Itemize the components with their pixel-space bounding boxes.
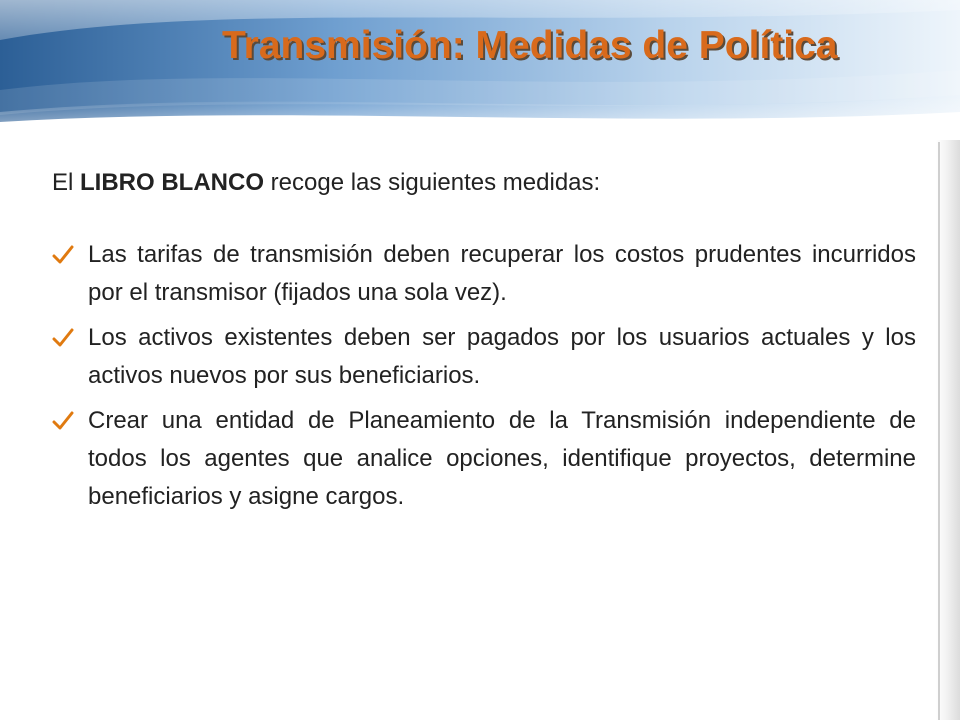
- measure-text: Crear una entidad de Planeamiento de la Transmisión independiente de todos los agentes que analice opciones, identifique proyectos, determine beneficiarios y asigne cargos.: [88, 407, 916, 510]
- list-item: [52, 236, 916, 312]
- slide-content: [52, 164, 916, 523]
- check-icon: [52, 319, 88, 357]
- check-icon: [52, 236, 88, 274]
- measures-list: [52, 236, 916, 516]
- list-item: [52, 319, 916, 395]
- right-edge-line: [938, 142, 940, 720]
- measure-text: Los activos existentes deben ser pagados por los usuarios actuales y los activos nuevos por sus beneficiarios.: [88, 324, 916, 389]
- intro-text: [52, 164, 916, 202]
- list-item: [52, 402, 916, 516]
- intro-suffix: recoge las siguientes medidas:: [264, 169, 601, 196]
- check-icon: [52, 402, 88, 440]
- intro-highlight: LIBRO BLANCO: [80, 169, 264, 196]
- measure-text: Las tarifas de transmisión deben recuperar los costos prudentes incurridos por el transmisor (fijados una sola vez).: [88, 241, 916, 306]
- page-title: Transmisión: Medidas de Política: [222, 24, 838, 67]
- intro-prefix: El: [52, 169, 81, 196]
